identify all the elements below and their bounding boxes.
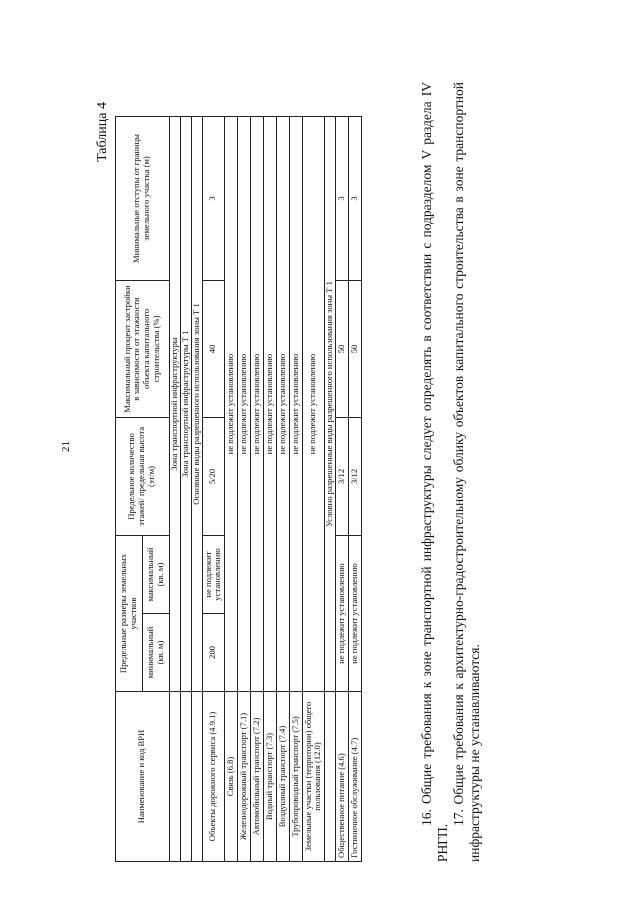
- conditional-header: Условно разрешенные виды разрешенного использования зоны Т 1: [325, 117, 336, 692]
- row-name: Воздушный транспорт (7.4): [276, 692, 289, 862]
- row-area: не подлежит установлению: [336, 536, 349, 692]
- table-row: [302, 117, 325, 862]
- table-row: [263, 117, 276, 862]
- row-name: Объекты дорожного сервиса (4.9.1): [202, 692, 225, 862]
- table-row: [336, 117, 349, 862]
- row-setback: 3: [349, 117, 362, 281]
- row-floors: 3/12: [349, 418, 362, 536]
- row-name: Железнодорожный транспорт (7.1): [238, 692, 251, 862]
- row-area-min: 200: [202, 614, 225, 692]
- row-percent: 50: [349, 281, 362, 418]
- header-percent: Максимальный процент застройки в зависимости от этажности объекта капитального строительства (%): [116, 281, 170, 418]
- row-name: Трубопроводный транспорт (7.5): [289, 692, 302, 862]
- table-header-row: [116, 117, 143, 862]
- row-name: Автомобильный транспорт (7.2): [251, 692, 264, 862]
- table-row: [276, 117, 289, 862]
- table-row: [251, 117, 264, 862]
- paragraph-16: 16. Общие требования к зоне транспортной инфраструктуры следует определять в соответствии с подразделом V раздела IV РНГП.: [419, 82, 450, 862]
- page-number: 21: [60, 441, 72, 452]
- table-row: [202, 117, 225, 862]
- row-name: Связь (6.8): [225, 692, 238, 862]
- row-percent: 40: [202, 281, 225, 418]
- header-name: Наименование и код ВРИ: [116, 692, 170, 862]
- table-caption: Таблица 4: [95, 102, 110, 162]
- zone-row: Зона транспортной инфраструктуры: [169, 117, 180, 692]
- header-area-group: Предельные размеры земельных участков: [116, 536, 143, 692]
- row-setback: 3: [336, 117, 349, 281]
- row-merged: не подлежит установлению: [251, 117, 264, 692]
- paragraph-17: 17. Общие требования к архитектурно-градостроительному облику объектов капитального строительства в зоне транспортной инфраструктуры не устанавливаются.: [451, 82, 482, 862]
- row-floors: 3/12: [336, 418, 349, 536]
- row-name: Общественное питание (4.6): [336, 692, 349, 862]
- table-row: [289, 117, 302, 862]
- row-setback: 3: [202, 117, 225, 281]
- row-merged: не подлежит установлению: [238, 117, 251, 692]
- row-floors: 5/20: [202, 418, 225, 536]
- table-row: [225, 117, 238, 862]
- header-area-max: максимальный (кв. м): [142, 536, 169, 614]
- row-merged: не подлежит установлению: [263, 117, 276, 692]
- row-area-max: не подлежит установлению: [202, 536, 225, 614]
- rotated-page-content: [95, 82, 495, 862]
- row-percent: 50: [336, 281, 349, 418]
- row-area: не подлежит установлению: [349, 536, 362, 692]
- row-merged: не подлежит установлению: [302, 117, 325, 692]
- row-merged: не подлежит установлению: [276, 117, 289, 692]
- zone-row: Основные виды разрешенного использования зоны Т 1: [191, 117, 202, 692]
- header-floors: Предельное количество этажей/ предельная высота (эт/м): [116, 418, 170, 536]
- row-merged: не подлежит установлению: [225, 117, 238, 692]
- header-area-min: минимальный (кв. м): [142, 614, 169, 692]
- row-name: Водный транспорт (7.3): [263, 692, 276, 862]
- regulations-table: [115, 116, 362, 862]
- header-setback: Минимальные отступы от границы земельного участка (м): [116, 117, 170, 281]
- row-merged: не подлежит установлению: [289, 117, 302, 692]
- table-row: [238, 117, 251, 862]
- zone-row: Зона транспортной инфраструктуры Т 1: [180, 117, 191, 692]
- row-name: Гостиничное обслуживание (4.7): [349, 692, 362, 862]
- table-row: [349, 117, 362, 862]
- row-name: Земельные участки (территории) общего пользования (12.0): [302, 692, 325, 862]
